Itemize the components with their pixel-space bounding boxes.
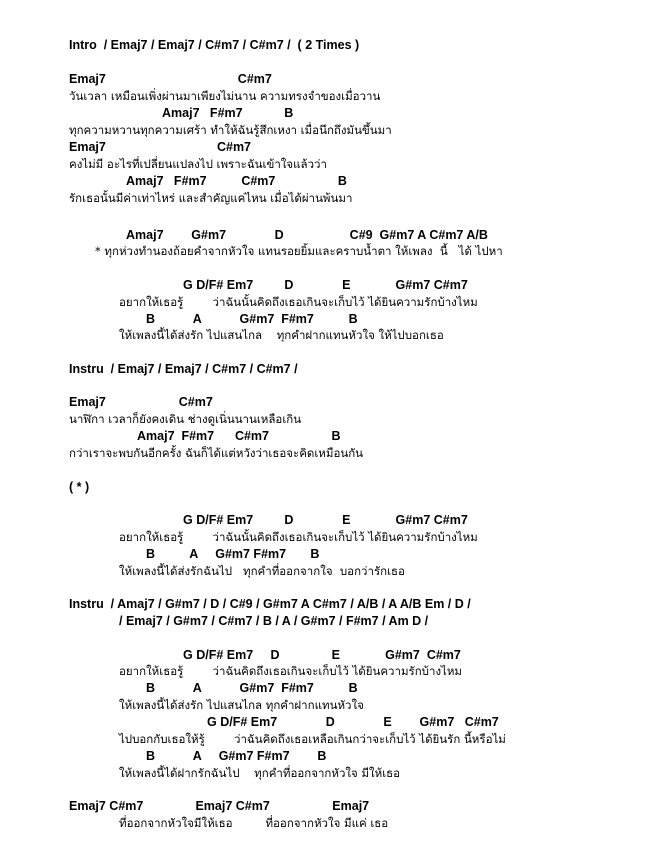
lyric-line: คงไม่มี อะไรที่เปลี่ยนแปลงไป เพราะฉันเข้าใจแล้วว่า (69, 157, 327, 171)
lyric-line: ไปบอกกับเธอให้รู้ ว่าฉันคิดถึงเธอเหลือเกินกว่าจะเก็บไว้ ได้ยินรัก นี้หรือไม่ (119, 732, 506, 746)
lyric-line: อยากให้เธอรู้ ว่าฉันคิดถึงเธอเกินจะเก็บไว้ ได้ยินความรักบ้างไหม (119, 664, 463, 678)
lyric-line: ให้เพลงนี้ได้ส่งรัก ไปแสนไกล ทุกคำฝากแทนหัวใจ (119, 698, 364, 712)
chord-line: B A G#m7 F#m7 B (146, 312, 358, 326)
chord-line: / Emaj7 / G#m7 / C#m7 / B / A / G#m7 / F#m7 / Am D / (119, 614, 429, 628)
lyric-line: ทุกความหวานทุกความเศร้า ทำให้ฉันรู้สึกเหงา เมื่อนึกถึงมันขึ้นมา (69, 123, 392, 137)
chord-line: G D/F# Em7 D E G#m7 C#m7 (183, 513, 468, 527)
chord-line: B A G#m7 F#m7 B (146, 681, 358, 695)
lyric-line: ให้เพลงนี้ได้ส่งรัก ไปแสนไกล ทุกคำฝากแทนหัวใจ ให้ไปบอกเธอ (119, 328, 444, 342)
chord-line: Amaj7 F#m7 C#m7 B (137, 429, 341, 443)
chord-line: Intro / Emaj7 / Emaj7 / C#m7 / C#m7 / ( 2 Times ) (69, 38, 360, 52)
lyric-line: ให้เพลงนี้ได้ฝากรักฉันไป ทุกคำที่ออกจากหัวใจ มีให้เธอ (119, 766, 401, 780)
lyric-line: อยากให้เธอรู้ ว่าฉันนั้นคิดถึงเธอเกินจะเก็บไว้ ได้ยินความรักบ้างไหม (119, 295, 478, 309)
chord-line: Instru / Emaj7 / Emaj7 / C#m7 / C#m7 / (69, 362, 298, 376)
chord-line: G D/F# Em7 D E G#m7 C#m7 (183, 278, 468, 292)
chord-line: Emaj7 C#m7 (69, 72, 272, 86)
chord-line: Amaj7 F#m7 B (162, 106, 294, 120)
chord-line: B A G#m7 F#m7 B (146, 749, 327, 763)
lyric-line: กว่าเราจะพบกันอีกครั้ง ฉันก็ได้แต่หวังว่าเธอจะคิดเหมือนกัน (69, 446, 364, 460)
chord-line: G D/F# Em7 D E G#m7 C#m7 (183, 648, 461, 662)
lyric-line: วันเวลา เหมือนเพิ่งผ่านมาเพียงไม่นาน ความทรงจำของเมื่อวาน (69, 89, 381, 103)
chord-line: B A G#m7 F#m7 B (146, 547, 320, 561)
chord-line: G D/F# Em7 D E G#m7 C#m7 (207, 715, 499, 729)
lyric-line: นาฬิกา เวลาก็ยังคงเดิน ช่างดูเนิ่นนานเหลือเกิน (69, 412, 302, 426)
chord-line: Amaj7 F#m7 C#m7 B (126, 174, 347, 188)
chord-line: ( * ) (69, 480, 90, 494)
chord-line: Emaj7 C#m7 Emaj7 C#m7 Emaj7 (69, 799, 370, 813)
lyric-line: * ทุกห่วงทำนองถ้อยคำจากหัวใจ แทนรอยยิ้มและคราบน้ำตา ให้เพลง นี้ ได้ ไปหา (95, 244, 503, 258)
chord-line: Instru / Amaj7 / G#m7 / D / C#9 / G#m7 A C#m7 / A/B / A A/B Em / D / (69, 597, 471, 611)
lyric-line: รักเธอนั้นมีค่าเท่าไหร่ และสำคัญแค่ไหน เมื่อได้ผ่านพ้นมา (69, 191, 353, 205)
lyric-line: อยากให้เธอรู้ ว่าฉันนั้นคิดถึงเธอเกินจะเก็บไว้ ได้ยินความรักบ้างไหม (119, 530, 478, 544)
lyric-line: ที่ออกจากหัวใจมีให้เธอ ที่ออกจากหัวใจ มีแค่ เธอ (119, 816, 389, 830)
lyric-line: ให้เพลงนี้ได้ส่งรักฉันไป ทุกคำที่ออกจากใจ บอกว่ารักเธอ (119, 564, 405, 578)
chord-line: Emaj7 C#m7 (69, 395, 213, 409)
chord-line: Amaj7 G#m7 D C#9 G#m7 A C#m7 A/B (126, 228, 488, 242)
chord-line: Emaj7 C#m7 (69, 140, 252, 154)
